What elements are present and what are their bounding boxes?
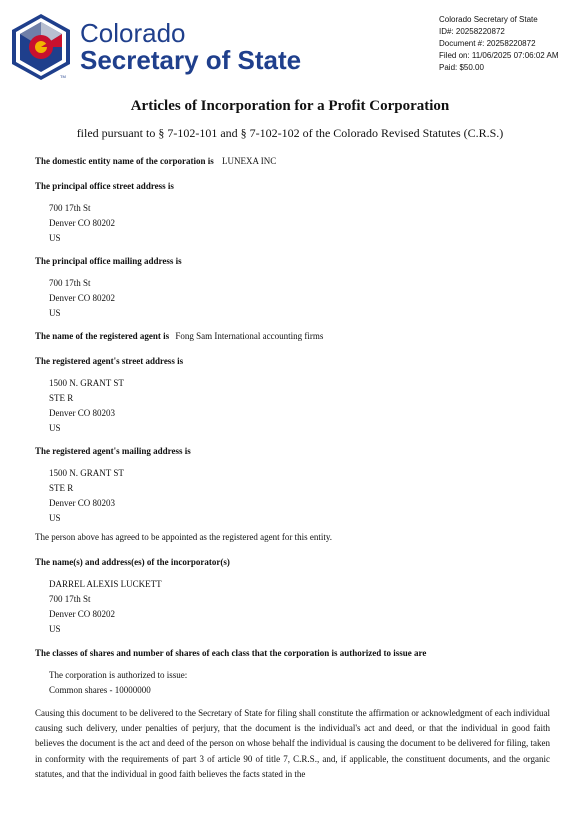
address-line: 700 17th St bbox=[49, 203, 91, 213]
agent-name-label: The name of the registered agent is bbox=[35, 331, 170, 341]
agent-street-address bbox=[49, 376, 124, 436]
shares-detail bbox=[49, 668, 187, 698]
incorporators-list bbox=[49, 577, 162, 637]
agent-consent-statement: The person above has agreed to be appointed as the registered agent for this entity. bbox=[35, 532, 333, 542]
filing-meta bbox=[439, 14, 559, 74]
address-line: STE R bbox=[49, 393, 74, 403]
org-name-line1: Colorado bbox=[80, 18, 186, 48]
meta-office: Colorado Secretary of State bbox=[439, 15, 538, 24]
org-name-line2: Secretary of State bbox=[80, 45, 302, 75]
address-line: US bbox=[49, 624, 61, 634]
address-line: Denver CO 80202 bbox=[49, 609, 115, 619]
agent-mailing-label: The registered agent's mailing address is bbox=[35, 446, 191, 456]
address-line: US bbox=[49, 513, 61, 523]
entity-name-label: The domestic entity name of the corporation is bbox=[35, 156, 214, 166]
principal-mailing-address bbox=[49, 276, 115, 321]
entity-name-value: LUNEXA INC bbox=[221, 156, 277, 166]
address-line: US bbox=[49, 308, 61, 318]
shares-common: Common shares - 10000000 bbox=[49, 685, 151, 695]
agent-name-value: Fong Sam International accounting firms bbox=[175, 331, 324, 341]
shares-intro: The corporation is authorized to issue: bbox=[49, 670, 188, 680]
address-line: US bbox=[49, 423, 61, 433]
address-line: Denver CO 80202 bbox=[49, 218, 115, 228]
meta-paid: Paid: $50.00 bbox=[439, 63, 484, 72]
incorporators-label: The name(s) and address(es) of the incorporator(s) bbox=[35, 557, 230, 567]
colorado-logo-icon bbox=[10, 12, 72, 82]
address-line: 700 17th St bbox=[49, 278, 91, 288]
address-line: 700 17th St bbox=[49, 594, 91, 604]
entity-name-row bbox=[35, 156, 276, 166]
agent-street-label: The registered agent's street address is bbox=[35, 356, 184, 366]
address-line: Denver CO 80203 bbox=[49, 498, 115, 508]
address-line: Denver CO 80203 bbox=[49, 408, 115, 418]
meta-id: ID#: 20258220872 bbox=[439, 27, 505, 36]
address-line: 1500 N. GRANT ST bbox=[49, 378, 124, 388]
principal-street-address bbox=[49, 201, 115, 246]
address-line: Denver CO 80202 bbox=[49, 293, 115, 303]
incorporator-name: DARREL ALEXIS LUCKETT bbox=[49, 579, 162, 589]
agent-name-row bbox=[35, 331, 323, 341]
address-line: 1500 N. GRANT ST bbox=[49, 468, 124, 478]
meta-filed-on: Filed on: 11/06/2025 07:06:02 AM bbox=[439, 51, 559, 60]
shares-label: The classes of shares and number of shares of each class that the corporation is authorized to issue are bbox=[35, 648, 427, 658]
affirmation-paragraph: Causing this document to be delivered to the Secretary of State for filing shall constitute the affirmation or acknowledgment of each individual causing such delivery, under penalties of perjury, that the document is the individual's act and deed, or that the individual in good faith believes the document is the act and deed of the person on whose behalf the individual is causing the document to be delivered for filing, taken in conformity with the requirements of part 3 of article 90 of title 7, C.R.S., and, if applicable, the constituent documents, and the organic statutes, and that the individual in good faith believes the facts stated in the bbox=[35, 708, 550, 779]
meta-document-number: Document #: 20258220872 bbox=[439, 39, 536, 48]
document-title: Articles of Incorporation for a Profit Corporation bbox=[130, 98, 450, 114]
address-line: STE R bbox=[49, 483, 74, 493]
address-line: US bbox=[49, 233, 61, 243]
agent-mailing-address bbox=[49, 466, 124, 526]
principal-mailing-label: The principal office mailing address is bbox=[35, 256, 182, 266]
svg-text:TM: TM bbox=[60, 74, 66, 79]
principal-street-label: The principal office street address is bbox=[35, 181, 174, 191]
document-subtitle: filed pursuant to § 7-102-101 and § 7-102-102 of the Colorado Revised Statutes (C.R.S.) bbox=[76, 126, 504, 140]
